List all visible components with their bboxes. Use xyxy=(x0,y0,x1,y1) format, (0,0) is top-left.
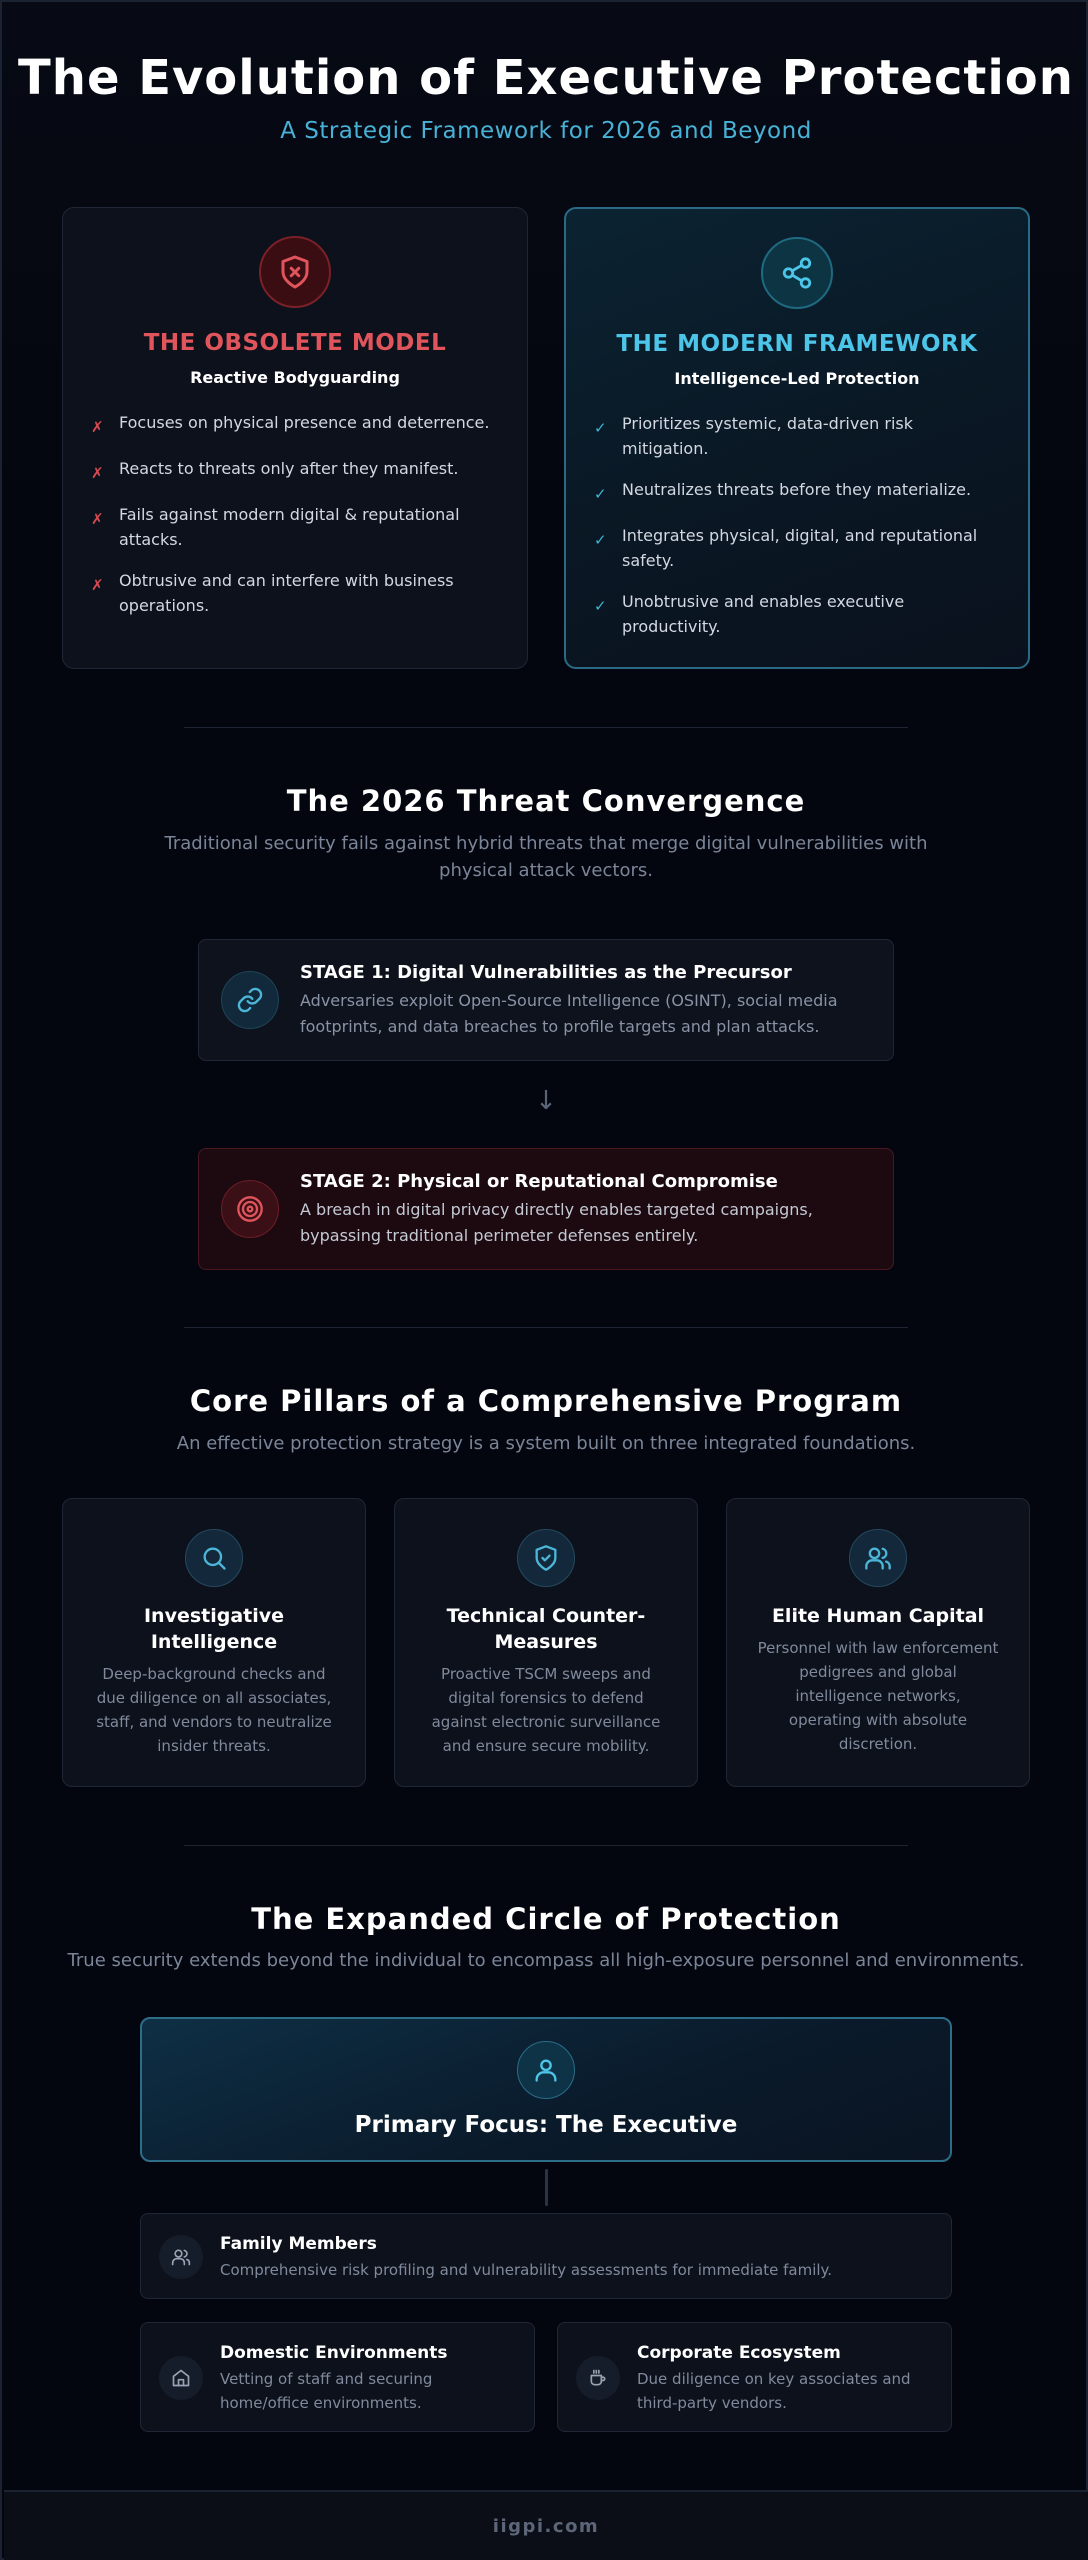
x-mark-icon: ✗ xyxy=(91,510,104,528)
footer xyxy=(4,2490,1088,2560)
section-divider xyxy=(184,1845,908,1846)
pillar-body: Proactive TSCM sweeps and digital forensics to defend against electronic surveillance and ensure secure mobility. xyxy=(431,1665,661,1755)
shield-check-icon xyxy=(517,1529,575,1587)
pillar-title: Elite Human Capital xyxy=(771,1605,985,1627)
pillars-section-title: Core Pillars of a Comprehensive Program xyxy=(189,1384,903,1418)
footer-link[interactable]: iigpi.com xyxy=(492,2516,600,2537)
pillar-body: Personnel with law enforcement pedigrees and global intelligence networks, operating with absolute discretion. xyxy=(757,1639,999,1753)
modern-framework-subtitle: Intelligence-Led Protection xyxy=(674,369,920,388)
pillar-card-technical xyxy=(394,1498,698,1787)
stage-1-title: STAGE 1: Digital Vulnerabilities as the Precursor xyxy=(300,962,792,983)
corporate-ecosystem-card xyxy=(557,2322,952,2432)
page-title: The Evolution of Executive Protection xyxy=(18,50,1074,106)
x-mark-icon: ✗ xyxy=(91,576,104,594)
primary-focus-title: Primary Focus: The Executive xyxy=(354,2112,738,2138)
page-subtitle: A Strategic Framework for 2026 and Beyond xyxy=(280,118,812,144)
corporate-ecosystem-title: Corporate Ecosystem xyxy=(637,2343,841,2363)
pillars-section-description: An effective protection strategy is a system built on three integrated foundations. xyxy=(176,1433,916,1454)
domestic-environments-body: Vetting of staff and securing home/office environments. xyxy=(220,2370,433,2412)
section-divider xyxy=(184,1327,908,1328)
arrow-down-icon: ↓ xyxy=(535,1086,557,1116)
corporate-ecosystem-body: Due diligence on key associates and third-party vendors. xyxy=(637,2370,911,2412)
share-nodes-icon xyxy=(761,237,833,309)
family-members-card xyxy=(140,2213,952,2299)
primary-focus-card xyxy=(140,2017,952,2162)
search-icon xyxy=(185,1529,243,1587)
modern-framework-list xyxy=(594,411,1004,655)
stage-1-card xyxy=(198,939,894,1061)
check-mark-icon: ✓ xyxy=(594,597,607,615)
obsolete-model-card xyxy=(62,207,528,669)
stage-2-body: A breach in digital privacy directly enables targeted campaigns, bypassing traditional perimeter defenses entirely. xyxy=(300,1200,813,1245)
pillar-title: Investigative Intelligence xyxy=(143,1605,285,1653)
shield-x-icon xyxy=(259,236,331,308)
check-mark-icon: ✓ xyxy=(594,531,607,549)
domestic-environments-card xyxy=(140,2322,535,2432)
pillar-title: Technical Counter-Measures xyxy=(446,1605,646,1653)
list-item: ✓ Unobtrusive and enables executive productivity. xyxy=(594,589,1004,639)
threat-section-title: The 2026 Threat Convergence xyxy=(286,784,806,818)
circle-section-title: The Expanded Circle of Protection xyxy=(251,1902,841,1936)
domestic-environments-title: Domestic Environments xyxy=(220,2343,448,2363)
users-icon xyxy=(159,2235,203,2279)
circle-section-description: True security extends beyond the individual to encompass all high-exposure personnel and environments. xyxy=(67,1950,1025,1971)
user-icon xyxy=(517,2041,575,2099)
home-icon xyxy=(159,2356,203,2400)
list-item: ✓ Prioritizes systemic, data-driven risk mitigation. xyxy=(594,411,1004,461)
list-item: ✓ Neutralizes threats before they materialize. xyxy=(594,477,1004,507)
obsolete-model-title: THE OBSOLETE MODEL xyxy=(143,330,447,356)
link-icon xyxy=(221,971,279,1029)
target-icon xyxy=(221,1180,279,1238)
coffee-cup-icon xyxy=(576,2356,620,2400)
family-members-body: Comprehensive risk profiling and vulnerability assessments for immediate family. xyxy=(220,2261,833,2279)
x-mark-icon: ✗ xyxy=(91,418,104,436)
family-members-title: Family Members xyxy=(220,2234,377,2254)
check-mark-icon: ✓ xyxy=(594,419,607,437)
x-mark-icon: ✗ xyxy=(91,464,104,482)
obsolete-model-subtitle: Reactive Bodyguarding xyxy=(190,368,400,387)
threat-section-description: Traditional security fails against hybrid threats that merge digital vulnerabilities with physical attack vectors. xyxy=(164,833,928,881)
users-icon xyxy=(849,1529,907,1587)
stage-2-card xyxy=(198,1148,894,1270)
modern-framework-title: THE MODERN FRAMEWORK xyxy=(616,331,978,357)
pillar-card-investigative xyxy=(62,1498,366,1787)
modern-framework-card xyxy=(564,207,1030,669)
pillar-body: Deep-background checks and due diligence on all associates, staff, and vendors to neutralize insider threats. xyxy=(96,1665,332,1755)
list-item: ✗ Obtrusive and can interfere with business operations. xyxy=(91,568,503,618)
check-mark-icon: ✓ xyxy=(594,485,607,503)
section-divider xyxy=(184,727,908,728)
obsolete-model-list xyxy=(91,410,503,634)
stage-2-title: STAGE 2: Physical or Reputational Compromise xyxy=(300,1171,778,1192)
list-item: ✗ Fails against modern digital & reputational attacks. xyxy=(91,502,503,552)
list-item: ✗ Focuses on physical presence and deterrence. xyxy=(91,410,503,440)
stage-1-body: Adversaries exploit Open-Source Intelligence (OSINT), social media footprints, and data breaches to profile targets and plan attacks. xyxy=(300,991,838,1036)
connector-line xyxy=(545,2169,548,2206)
pillar-card-human-capital xyxy=(726,1498,1030,1787)
list-item: ✓ Integrates physical, digital, and reputational safety. xyxy=(594,523,1004,573)
list-item: ✗ Reacts to threats only after they manifest. xyxy=(91,456,503,486)
